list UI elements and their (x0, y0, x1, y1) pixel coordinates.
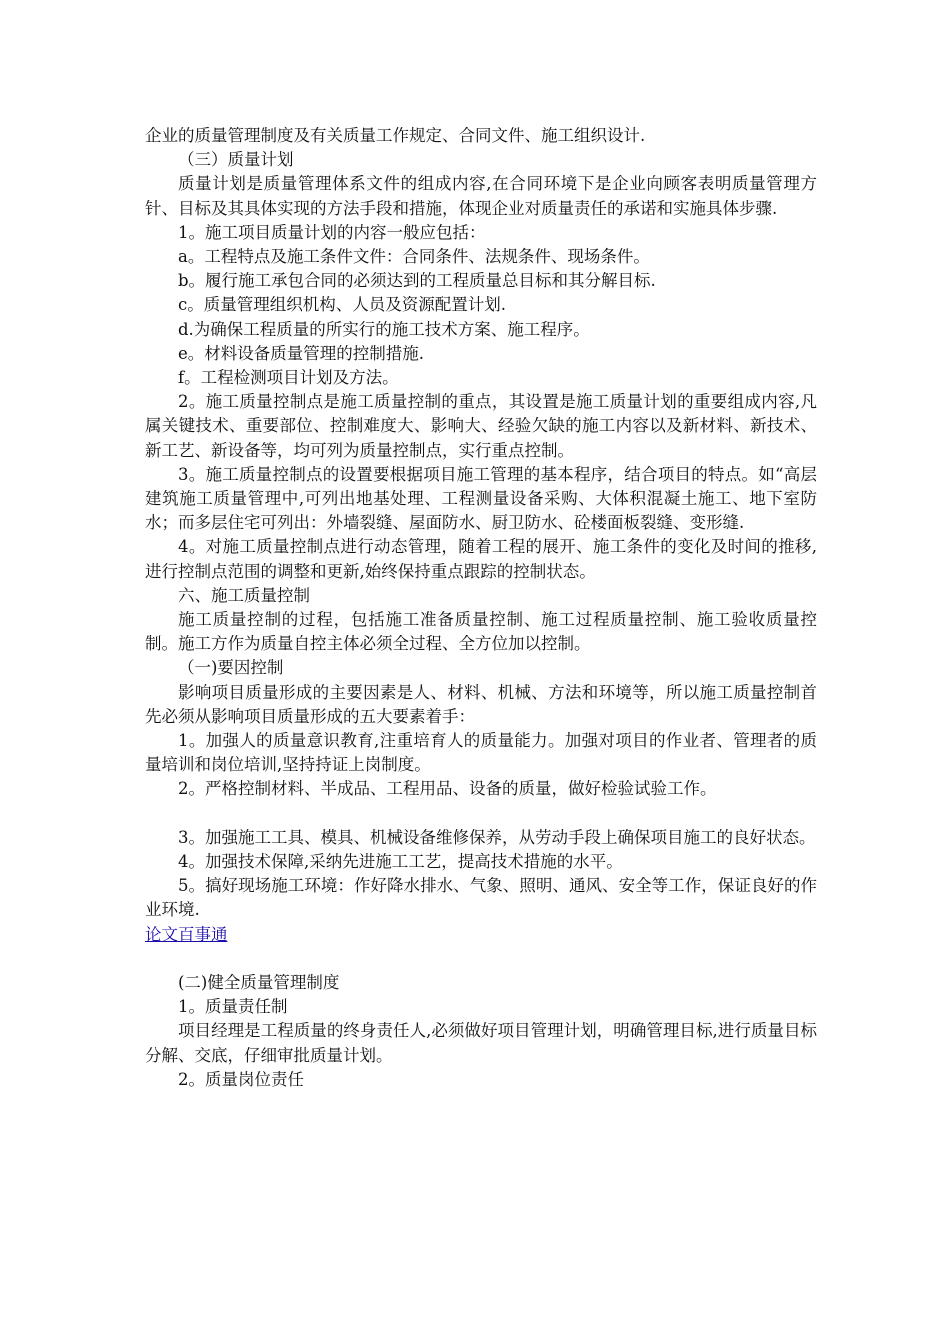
paragraph: d.为确保工程质量的所实行的施工技术方案、施工程序。 (178, 319, 590, 339)
paragraph: 5。搞好现场施工环境：作好降水排水、气象、照明、通风、安全等工作，保证良好的作业环境. (145, 876, 817, 920)
paragraph: 六、施工质量控制 (178, 585, 310, 605)
paragraph: 4。加强技术保障,采纳先进施工工艺，提高技术措施的水平。 (178, 852, 623, 872)
paragraph: 4。对施工质量控制点进行动态管理，随着工程的展开、施工条件的变化及时间的推移,进行控制点范围的调整和更新,始终保持重点跟踪的控制状态。 (145, 537, 817, 581)
paragraph: 3。施工质量控制点的设置要根据项目施工管理的基本程序，结合项目的特点。如“高层建筑施工质量管理中,可列出地基处理、工程测量设备采购、大体积混凝土施工、地下室防水；而多层住宅可列出：外墙裂缝、屋面防水、厨卫防水、砼楼面板裂缝、变形缝. (145, 464, 817, 533)
blank-line (145, 802, 817, 826)
document-body (145, 124, 817, 1092)
link-line (145, 923, 817, 947)
paragraph-group-a (145, 124, 817, 802)
paragraph: e。材料设备质量管理的控制措施. (178, 343, 425, 363)
paragraph: 项目经理是工程质量的终身责任人,必须做好项目管理计划，明确管理目标,进行质量目标分解、交底，仔细审批质量计划。 (145, 1021, 817, 1065)
paragraph: 施工质量控制的过程，包括施工准备质量控制、施工过程质量控制、施工验收质量控制。施工方作为质量自控主体必须全过程、全方位加以控制。 (145, 610, 817, 654)
blank-line (145, 947, 817, 971)
paragraph: （三）质量计划 (178, 150, 294, 170)
paragraph: 影响项目质量形成的主要因素是人、材料、机械、方法和环境等，所以施工质量控制首先必须从影响项目质量形成的五大要素着手： (145, 682, 817, 726)
paragraph: c。质量管理组织机构、人员及资源配置计划. (178, 295, 506, 315)
paragraph: 1。施工项目质量计划的内容一般应包括： (178, 222, 486, 242)
paragraph: （一)要因控制 (178, 658, 284, 678)
paragraph: 1。质量责任制 (178, 997, 288, 1017)
paragraph-group-c (145, 971, 817, 1092)
paragraph: a。工程特点及施工条件文件：合同条件、法规条件、现场条件。 (178, 247, 650, 267)
paragraph: (二)健全质量管理制度 (178, 973, 340, 993)
paper-link[interactable]: 论文百事通 (145, 924, 228, 944)
paragraph: 2。严格控制材料、半成品、工程用品、设备的质量，做好检验试验工作。 (178, 779, 717, 799)
paragraph: 质量计划是质量管理体系文件的组成内容,在合同环境下是企业向顾客表明质量管理方针、目标及其具体实现的方法手段和措施，体现企业对质量责任的承诺和实施具体步骤. (145, 174, 817, 218)
paragraph: 企业的质量管理制度及有关质量工作规定、合同文件、施工组织设计. (145, 126, 646, 145)
paragraph: 2。施工质量控制点是施工质量控制的重点，其设置是施工质量计划的重要组成内容,凡属关键技术、重要部位、控制难度大、影响大、经验欠缺的施工内容以及新材料、新技术、新工艺、新设备等，均可列为质量控制点，实行重点控制。 (145, 392, 817, 460)
paragraph: 2。质量岗位责任 (178, 1069, 304, 1089)
paragraph: f。工程检测项目计划及方法。 (178, 368, 399, 388)
paragraph: 1。加强人的质量意识教育,注重培育人的质量能力。加强对项目的作业者、管理者的质量培训和岗位培训,坚持持证上岗制度。 (145, 731, 817, 775)
paragraph: 3。加强施工工具、模具、机械设备维修保养，从劳动手段上确保项目施工的良好状态。 (178, 827, 816, 847)
paragraph-group-b (145, 826, 817, 923)
paragraph: b。履行施工承包合同的必须达到的工程质量总目标和其分解目标. (178, 271, 656, 291)
